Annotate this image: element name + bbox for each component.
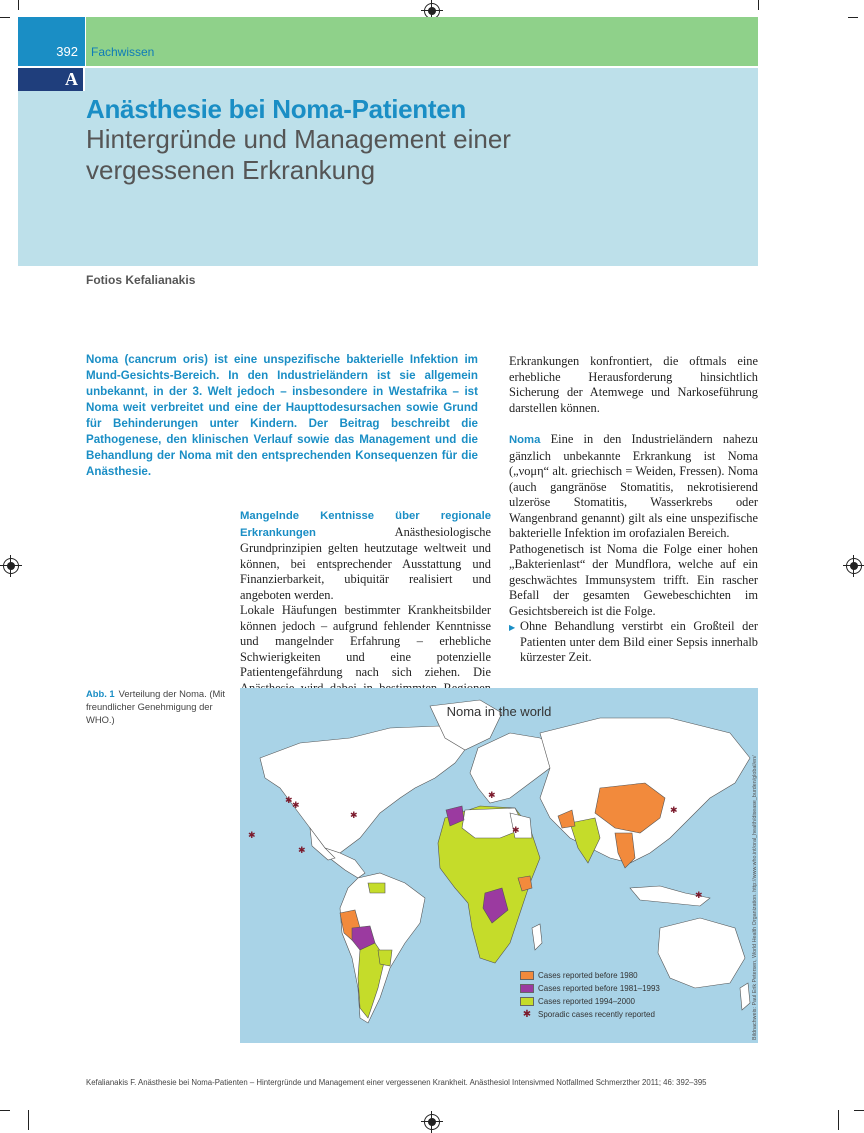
crop-mark <box>0 1110 10 1111</box>
sporadic-case-star-icon: ✱ <box>285 796 293 806</box>
guiana-region <box>368 883 385 893</box>
crop-mark <box>854 1110 864 1111</box>
section-heading: Mangelnde Kentnisse über regionale Erkrankungen <box>240 510 491 539</box>
abstract: Noma (cancrum oris) ist eine unspezifische bakterielle Infektion im Mund-Gesichts-Bereich. In den Industrieländern ist sie allgemein unbekannt, in der 3. Welt jedoch – insbesondere in Westafrika – ist Noma weit verbreitet und eine der Haupttodesursachen sowie Grund für Behinderungen unter Kindern. Der Beitrag beschreibt die Pathogenese, den klinischen Verlauf sowie das Management und die Behandlung der Noma mit den entsprechenden Konsequenzen für die Anästhesie. <box>86 353 478 478</box>
crop-mark <box>28 1110 29 1130</box>
south-america-landmass <box>340 873 425 1023</box>
paragraph: Lokale Häufungen bestimmter Krankheitsbilder können jedoch – aufgrund fehlender Kenntnisse und mangelnder Erfahrung – erhebliche Schwierigkeiten und eine potenzielle Patientengefährdung nach sich ziehen. Die <box>240 603 491 679</box>
paragraph-text: Eine in den Industrieländern nahezu gänzlich unbekannte Erkrankung ist Noma („νομη“ alt. griechisch = Weiden, Fressen). Noma (auch gangränöse Stomatitis, nekrotisierend ulzeröse Stomatitis, Wasserkrebs oder Wangenbrand genannt) gilt als eine unspezifische bakterielle Infektion im orofazialen Bereich. <box>509 432 758 540</box>
legend-swatch <box>520 997 534 1006</box>
legend-label: Cases reported before 1980 <box>538 971 638 980</box>
map-title: Noma in the world <box>446 704 552 719</box>
crop-mark <box>0 17 10 18</box>
body-column-middle <box>240 508 491 712</box>
figure-label: Abb. 1 <box>86 688 115 699</box>
crop-mark <box>18 0 19 10</box>
star-icon: ✱ <box>522 1009 532 1020</box>
figure-caption <box>86 687 236 726</box>
sporadic-case-star-icon: ✱ <box>670 806 678 816</box>
legend-item <box>520 1008 660 1021</box>
sporadic-case-star-icon: ✱ <box>292 801 300 811</box>
legend-swatch <box>520 971 534 980</box>
author-name: Fotios Kefalianakis <box>86 273 196 287</box>
central-america-landmass <box>325 848 365 878</box>
map-legend <box>520 969 660 1021</box>
sporadic-case-star-icon: ✱ <box>695 891 703 901</box>
legend-item <box>520 969 660 982</box>
article-subtitle: Hintergründe und Management einer vergessenen Erkrankung <box>86 124 511 185</box>
registration-mark-icon <box>846 558 862 574</box>
legend-label: Cases reported before 1981–1993 <box>538 984 660 993</box>
sporadic-case-star-icon: ✱ <box>248 831 256 841</box>
registration-mark-icon <box>424 1114 440 1130</box>
section-label: Fachwissen <box>91 45 155 59</box>
paragraph <box>509 432 758 542</box>
page-number: 392 <box>56 44 78 59</box>
australia-landmass <box>658 918 745 988</box>
legend-label: Sporadic cases recently reported <box>538 1010 655 1019</box>
world-map <box>240 688 758 1043</box>
section-band <box>86 17 758 66</box>
registration-mark-icon <box>3 558 19 574</box>
section-letter: A <box>18 68 83 91</box>
legend-label: Cases reported 1994–2000 <box>538 997 635 1006</box>
article-title: Anästhesie bei Noma-Patienten <box>86 94 466 124</box>
legend-item <box>520 995 660 1008</box>
paraguay-region <box>378 950 392 966</box>
madagascar-landmass <box>532 924 542 950</box>
legend-item <box>520 982 660 995</box>
sporadic-case-star-icon: ✱ <box>512 826 520 836</box>
image-credit: Bildnachweis: Paul Erik Petersen, World Health Organization. http://www.who.int/oral_health/disease_burden/global/en/ <box>752 755 758 1040</box>
sporadic-case-star-icon: ✱ <box>488 791 496 801</box>
paragraph: Erkrankungen konfrontiert, die oftmals eine erhebliche Herausforderung hinsichtlich Sicherung der Atemwege und Narkoseführung darstellen können. <box>509 354 758 415</box>
crop-mark <box>758 0 759 10</box>
bullet-item: ▶ Ohne Behandlung verstirbt ein Großteil der Patienten unter dem Bild einer Sepsis innerhalb kürzester Zeit. <box>509 619 758 666</box>
southeast-asia-region <box>615 833 635 868</box>
sporadic-case-star-icon: ✱ <box>298 846 306 856</box>
legend-swatch <box>520 984 534 993</box>
body-column-right <box>509 354 758 666</box>
new-zealand-landmass <box>740 983 750 1010</box>
paragraph-text: Anästhesiologische Grundprinzipien gelten heutzutage weltweit und können, bei entsprechender Ausstattung und Finanzierbarkeit, ubiquitär realisiert und angeboten werden. <box>240 524 491 602</box>
world-map-figure <box>240 688 758 1043</box>
section-heading: Noma <box>509 434 541 446</box>
caption-text: Verteilung der Noma. (Mit freundlicher Genehmigung der WHO.) <box>86 688 225 725</box>
crop-mark <box>848 17 858 18</box>
north-america-landmass <box>260 726 470 853</box>
citation-footer: Kefalianakis F. Anästhesie bei Noma-Patienten – Hintergründe und Management einer vergessenen Krankheit. Anästhesiol Intensivmed Notfallmed Schmerzther 2011; 46: 392–395 <box>86 1078 707 1087</box>
crop-mark <box>838 1110 839 1130</box>
paragraph <box>240 508 491 603</box>
sporadic-case-star-icon: ✱ <box>350 811 358 821</box>
paragraph: Pathogenetisch ist Noma die Folge einer hohen „Bakterienlast“ der Mundflora, welche auf ein geschwächtes Immunsystem trifft. Ein rascher Befall der gesamten Gewebeschichten im Gesichtsbereich ist die Folge. <box>509 541 758 618</box>
